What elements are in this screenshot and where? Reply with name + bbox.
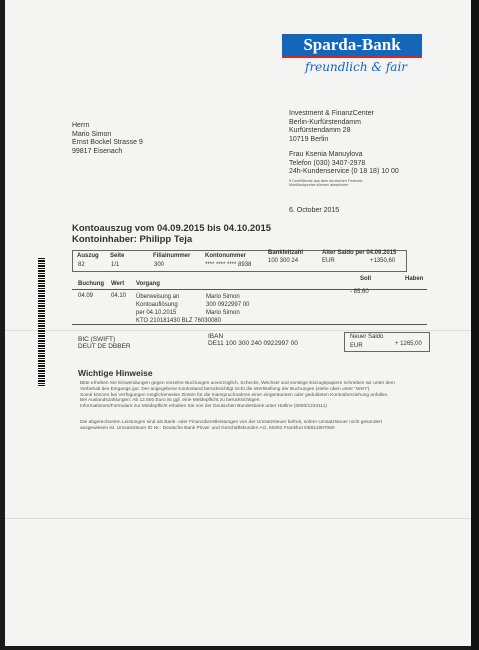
- recipient-name: Mario Simon: [72, 130, 112, 138]
- branch-line: 10719 Berlin: [289, 135, 329, 143]
- statement-date: 6. October 2015: [289, 207, 340, 214]
- account-holder: Kontoinhaber: Philipp Teja: [72, 234, 193, 245]
- bank-slogan: freundlich & fair: [305, 60, 408, 74]
- notes-paragraph: [80, 381, 395, 410]
- counterparty-line: Mario Simon: [206, 294, 240, 300]
- barcode: [38, 258, 45, 386]
- contact-name: Frau Ksenia Manuylova: [289, 151, 363, 158]
- col-header-booking: Buchung: [78, 281, 104, 287]
- iban-value: DE11 100 300 240 0922997 00: [208, 340, 298, 347]
- branch-address: [289, 110, 374, 144]
- service-note-line: Mobilfunkpreise können abweichen: [289, 183, 349, 188]
- counterparty: [206, 293, 249, 317]
- iban-label: IBAN: [208, 333, 224, 340]
- col-header: Seite: [110, 253, 125, 259]
- col-header: Kontonummer: [205, 253, 246, 259]
- statement-title: Kontoauszug vom 04.09.2015 bis 04.10.2015: [72, 223, 272, 234]
- description-line: Kontoauflösung: [136, 302, 178, 308]
- paper-fold: [5, 330, 471, 331]
- col-header-credit: Haben: [405, 276, 424, 282]
- recipient-street: Ernst Bockel Strasse 9: [72, 139, 143, 147]
- notes-line: ausgewiesen ist. Umsatzsteuer ID Nr.: Deutsche Bank Privat- und Geschäftskunden AG, 60262 Frankfurt DE811907060: [80, 425, 335, 431]
- contact-phone: Telefon (030) 3407-2978: [289, 159, 366, 167]
- notes-line: Informationen/Formulare zur Meldepflicht erhalten Sie von der Deutschen Bundesbank unter Hotline (0800/1234111): [80, 404, 328, 410]
- branch-line: Kurfürstendamm 28: [289, 127, 351, 135]
- page-number: 1/1: [111, 262, 120, 268]
- branch-line: Investment & FinanzCenter: [289, 110, 374, 117]
- bic-value: DEUT DE DBBER: [78, 343, 131, 350]
- col-header-value: Wert: [111, 281, 125, 287]
- col-header: Alter Saldo per 04.09.2015: [322, 250, 397, 256]
- notes-line: Bitte erheben Sie Einwendungen gegen einzelne Buchungen unverzüglich. Schecks, Wechsel und sonstige Einzugspapiere schreiben wir unter dem: [80, 381, 395, 386]
- counterparty-line: Mario Simon: [206, 310, 240, 316]
- service-note-line: 9 Cent/Minute aus dem deutschen Festnetz: [289, 179, 363, 183]
- counterparty-line: 300 0922997 00: [206, 302, 250, 308]
- col-header: Bankleitzahl: [268, 250, 304, 256]
- old-balance: +1350,60: [370, 258, 396, 264]
- branch-line: Berlin-Kurfürstendamm: [289, 118, 361, 126]
- scan-edge: [471, 0, 479, 650]
- new-balance-amount: + 1265,00: [395, 341, 422, 347]
- description-line: Überweisung an: [136, 294, 180, 300]
- service-note: [289, 179, 362, 188]
- statement-number: 82: [78, 262, 85, 268]
- account-number: **** **** **** 8938: [205, 262, 252, 268]
- col-header-process: Vorgang: [136, 281, 160, 287]
- notes-line: Die abgerechneten Leistungen sind als Bank- oder Finanzdienstleistungen von der Umsatzsteuer befreit, sofern Umsatzsteuer nicht gesondert: [80, 420, 383, 425]
- contact-service: 24h-Kundenservice (0 18 18) 10 00: [289, 168, 399, 176]
- notes-line: Somit können bei Verfügungen möglicherweise Zinsen für die Inanspruchnahme einer eingeräumten oder geduldeten Kontoüberziehung anfallen.: [80, 392, 389, 398]
- recipient-city: 99817 Eisenach: [72, 147, 123, 155]
- currency: EUR: [322, 258, 335, 264]
- value-date: 04.10: [111, 293, 127, 299]
- booking-date: 04.09: [78, 293, 94, 299]
- notes-heading: Wichtige Hinweise: [78, 368, 153, 378]
- recipient-salutation: Herrn: [72, 122, 90, 129]
- bic-label: BIC (SWIFT): [78, 336, 116, 343]
- col-header-debit: Soll: [360, 276, 372, 282]
- notes-paragraph: [80, 420, 382, 432]
- bank-code: 100 300 24: [268, 258, 299, 264]
- new-balance-currency: EUR: [350, 343, 363, 349]
- transactions-rule: [72, 324, 427, 325]
- logo-underline: [282, 56, 422, 58]
- new-balance-label: Neuer Saldo: [350, 334, 384, 340]
- branch-number: 300: [154, 262, 165, 268]
- bank-logo: Sparda-Bank: [282, 34, 422, 56]
- col-header: Auszug: [77, 253, 99, 259]
- col-header: Filialnummer: [153, 253, 191, 259]
- notes-line: Bei Auslandszahlungen: Ab 12.500 Euro ist ggf. eine Meldepflicht zu berücksichtigen.: [80, 398, 261, 404]
- paper-fold: [5, 518, 471, 519]
- statement-page: [5, 0, 471, 646]
- header-rule: [72, 289, 427, 290]
- description-line: KTO 210181430 BLZ 76030080: [136, 318, 221, 324]
- branch-contact: [289, 151, 399, 177]
- notes-line: Vorbehalt des Eingangs gut. Der angegebene Kontostand berücksichtigt nicht die Wertstellung der Buchungen (siehe oben unter "Wert").: [80, 386, 371, 392]
- debit-amount: - 85,60: [350, 289, 369, 295]
- description-line: per 04.10.2015: [136, 310, 177, 316]
- recipient-address: [72, 122, 143, 156]
